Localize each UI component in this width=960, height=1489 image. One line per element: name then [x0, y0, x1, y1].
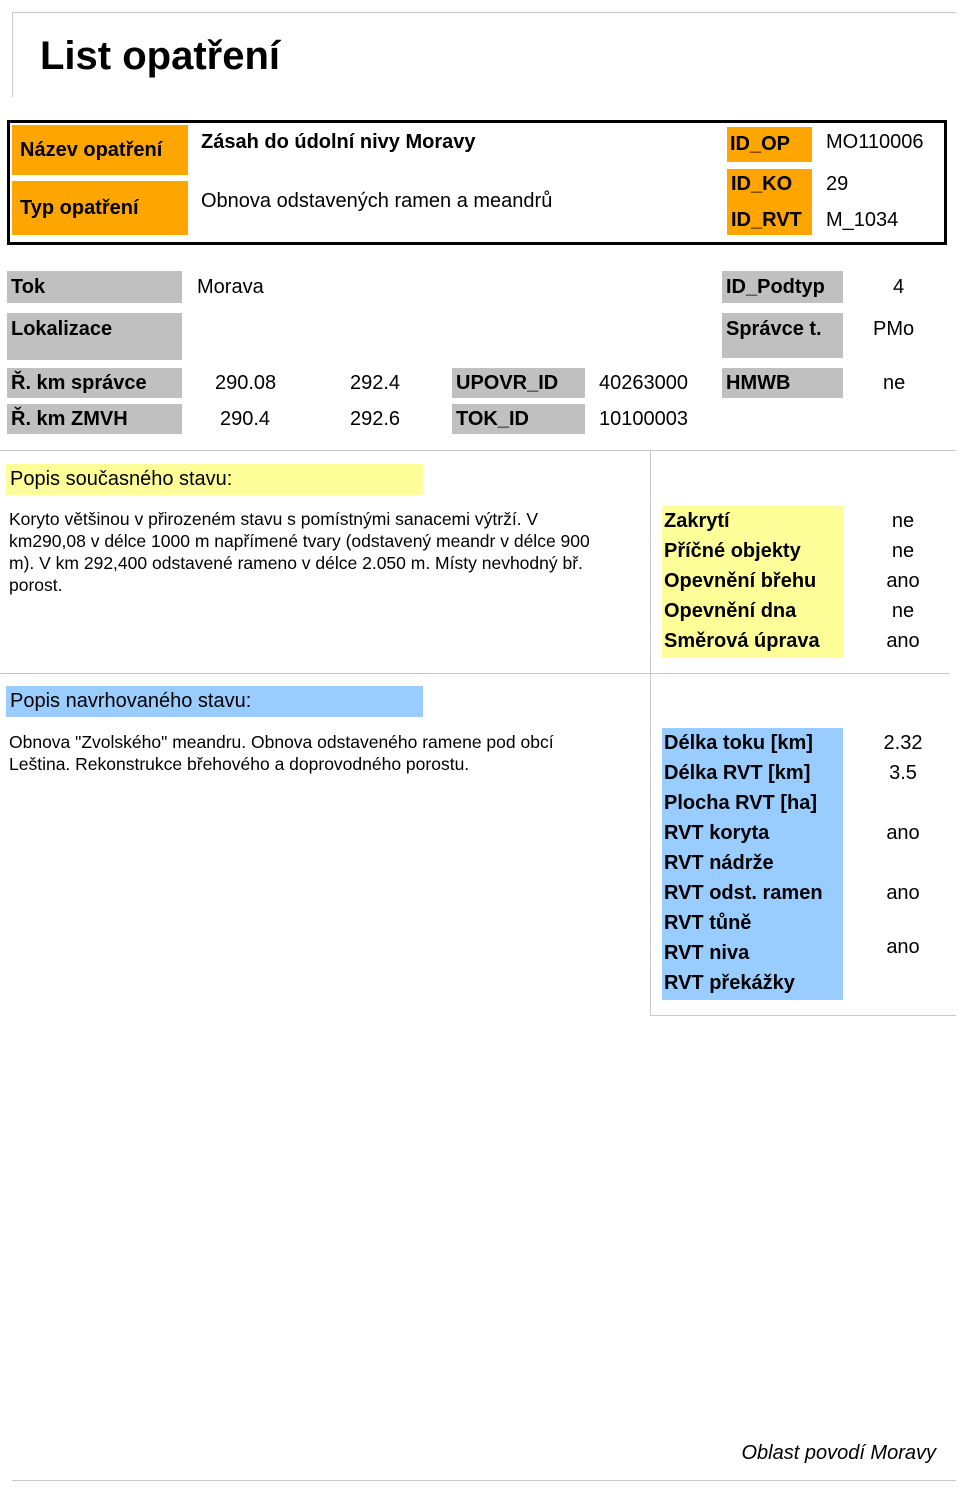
proposed-item-label: RVT tůně — [664, 912, 752, 934]
tok-id-label: TOK_ID — [452, 404, 585, 434]
spravce-label: Správce t. — [722, 313, 843, 358]
id-rvt-value: M_1034 — [826, 209, 899, 231]
nazev-value: Zásah do údolní nivy Moravy — [201, 131, 476, 153]
km-spravce-from: 290.08 — [215, 372, 277, 394]
divider-line — [0, 673, 950, 674]
proposed-item-label: Délka toku [km] — [664, 732, 813, 754]
tok-id-value: 10100003 — [599, 408, 688, 430]
current-item-value: ne — [891, 600, 915, 622]
id-podtyp-value: 4 — [893, 276, 905, 298]
current-item-label: Zakrytí — [664, 510, 730, 532]
current-item-label: Opevnění břehu — [664, 570, 817, 592]
proposed-item-label: RVT koryta — [664, 822, 770, 844]
current-item-label: Směrová úprava — [664, 630, 820, 652]
proposed-item-label: RVT překážky — [664, 972, 795, 994]
proposed-item-label: RVT niva — [664, 942, 750, 964]
tok-label: Tok — [7, 271, 182, 303]
spravce-value: PMo — [873, 318, 915, 340]
current-item-value: ano — [886, 570, 920, 592]
proposed-item-value: ano — [886, 936, 920, 958]
lokalizace-label: Lokalizace — [7, 313, 182, 360]
km-zmvh-from: 290.4 — [220, 408, 271, 430]
current-item-label: Příčné objekty — [664, 540, 801, 562]
km-zmvh-to: 292.6 — [350, 408, 401, 430]
current-item-value: ne — [891, 510, 915, 532]
bottom-border-line — [12, 1480, 956, 1481]
current-state-text: Koryto většinou v přirozeném stavu s pomístnými sanacemi výtrží. V km290,08 v délce 1000 m napřímené tvary (odstavený meandr v délce 900 m). V km 292,400 odstavené rameno v délce 2.050 m. Místy nevhodný bř. porost. — [9, 509, 590, 595]
id-ko-value: 29 — [826, 173, 849, 195]
current-item-label: Opevnění dna — [664, 600, 797, 622]
id-rvt-label: ID_RVT — [731, 209, 802, 231]
km-spravce-to: 292.4 — [350, 372, 401, 394]
top-border-line — [12, 12, 956, 13]
upovr-value: 40263000 — [599, 372, 688, 394]
nazev-label: Název opatření — [12, 125, 188, 175]
divider-line — [0, 450, 956, 451]
proposed-item-label: Délka RVT [km] — [664, 762, 811, 784]
proposed-item-value: 3.5 — [889, 762, 917, 784]
id-op-value: MO110006 — [826, 131, 924, 153]
left-border-line — [12, 12, 13, 97]
upovr-label: UPOVR_ID — [452, 368, 585, 398]
id-op-label: ID_OP — [727, 127, 812, 162]
page-title: List opatření — [40, 34, 281, 78]
current-state-heading: Popis současného stavu: — [6, 464, 423, 495]
proposed-state-heading: Popis navrhovaného stavu: — [6, 686, 423, 717]
proposed-state-text: Obnova "Zvolského" meandru. Obnova odstaveného ramene pod obcí Leština. Rekonstrukce břehového a doprovodného porostu. — [9, 732, 554, 774]
proposed-item-value: 2.32 — [883, 732, 923, 754]
tok-value: Morava — [197, 276, 264, 298]
column-divider-line — [650, 450, 651, 1015]
current-item-value: ne — [891, 540, 915, 562]
divider-line — [650, 1015, 956, 1016]
km-zmvh-label: Ř. km ZMVH — [7, 404, 182, 434]
id-ko-label: ID_KO — [731, 173, 793, 195]
proposed-item-value: ano — [886, 882, 920, 904]
typ-label: Typ opatření — [12, 181, 188, 235]
typ-value: Obnova odstavených ramen a meandrů — [201, 190, 553, 212]
current-item-value: ano — [886, 630, 920, 652]
hmwb-label: HMWB — [722, 368, 843, 398]
proposed-item-value: ano — [886, 822, 920, 844]
hmwb-value: ne — [883, 372, 906, 394]
proposed-item-label: RVT odst. ramen — [664, 882, 823, 904]
km-spravce-label: Ř. km správce — [7, 368, 182, 398]
proposed-item-label: Plocha RVT [ha] — [664, 792, 817, 814]
id-podtyp-label: ID_Podtyp — [722, 271, 843, 303]
footer-organization: Oblast povodí Moravy — [741, 1442, 936, 1464]
proposed-item-label: RVT nádrže — [664, 852, 774, 874]
